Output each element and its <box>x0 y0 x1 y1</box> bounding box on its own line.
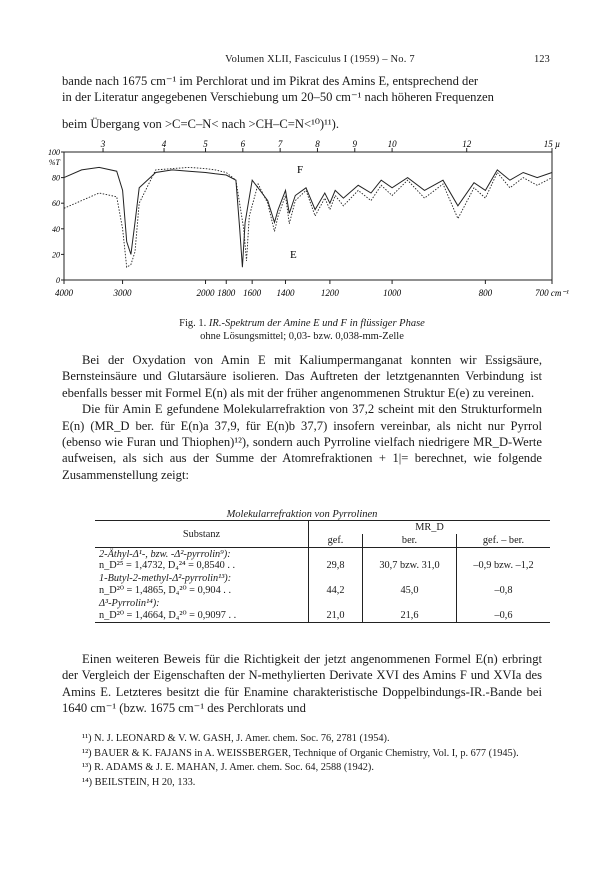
figure-caption <box>62 317 542 343</box>
header-substanz: Substanz <box>95 521 309 548</box>
footnote-12: ¹²) BAUER & K. FAJANS in A. WEISSBERGER, Technique of Organic Chemistry, Vol. I, p. 677 (1945). <box>82 747 519 759</box>
wavenumber-tick-label: 1000 <box>383 288 402 298</box>
substance-constants: n_D²⁰ = 1,4664, D₄²⁰ = 0,9097 . . <box>99 610 237 621</box>
figure-label: Fig. 1. <box>179 318 207 329</box>
wavelength-tick-label: 9 <box>352 139 358 149</box>
transmission-tick-label: 100 <box>48 148 60 157</box>
oxidation-paragraph: Bei der Oxydation von Amin E mit Kaliumpermanganat konnten wir Essigsäure, Bernsteinsäure und Glutarsäure isolieren. Das Auftreten der letztgenannten Verbindung ist ebenfalls besser mit Formel E(n) als mit der früher angenommenen Struktur E(e) zu vereinen. <box>62 353 542 400</box>
wavenumber-tick-label: 3000 <box>113 288 132 298</box>
cell-diff: –0,9 bzw. –1,2 <box>473 560 534 571</box>
wavenumber-tick-label: 1800 <box>217 288 236 298</box>
cell-ber: 45,0 <box>363 572 457 597</box>
wavelength-tick-label: 10 <box>387 139 397 149</box>
wavelength-tick-label: 15 µ <box>543 139 561 149</box>
cell-diff: –0,8 <box>494 585 513 596</box>
cell-gef: 29,8 <box>309 548 363 573</box>
intro-paragraph <box>62 73 542 106</box>
table-row <box>95 597 550 623</box>
row-substance <box>95 597 309 623</box>
header-mrd: MR_D <box>309 521 551 535</box>
refraction-paragraph: Die für Amin E gefundene Molekularrefraktion von 37,2 scheint mit den Strukturformeln E(n) (MR_D ber. für E(n)a 37,9, für E(n)b 37,7) insofern vereinbar, als nicht nur Pyrrol (ebenso wie Furan und Thiophen)¹²), sondern auch Pyrroline vielfach niedrigere MR_D-Werte aufweisen, als sich aus der Summe der Atomrefraktionen + 1|= berechnet, wie folgende Zusammenstellung zeigt: <box>62 402 542 482</box>
series-line-e <box>64 167 552 267</box>
cell-ber: 30,7 bzw. 31,0 <box>363 548 457 573</box>
body-section-2 <box>62 352 542 483</box>
caption-line-2: ohne Lösungsmittel; 0,03- bzw. 0,038-mm-Zelle <box>200 331 404 342</box>
cell-ber: 21,6 <box>363 597 457 623</box>
transmission-tick-label: 20 <box>52 250 60 260</box>
cell-diff: –0,6 <box>457 597 551 623</box>
wavelength-tick-label: 5 <box>203 139 208 149</box>
substance-name: 1-Butyl-2-methyl-Δ²-pyrrolin¹³): <box>99 573 232 584</box>
page-number: 123 <box>534 54 550 65</box>
wavenumber-tick-label: 4000 <box>55 288 73 298</box>
body-section-3 <box>62 651 542 717</box>
row-substance <box>95 572 309 597</box>
series-layer <box>64 167 552 267</box>
refraction-table <box>95 520 550 623</box>
cell-gef: 44,2 <box>309 572 363 597</box>
footnotes <box>62 732 542 790</box>
wavelength-tick-label: 3 <box>100 139 106 149</box>
transmission-tick-label: 0 <box>56 276 60 285</box>
footnote-13: ¹³) R. ADAMS & J. E. MAHAN, J. Amer. chem. Soc. 64, 2588 (1942). <box>82 762 374 774</box>
header-diff: gef. – ber. <box>457 534 551 548</box>
header-ber: ber. <box>363 534 457 548</box>
footnote-11: ¹¹) N. J. LEONARD & V. W. GASH, J. Amer. chem. Soc. 76, 2781 (1954). <box>82 733 390 744</box>
table-row <box>95 548 550 573</box>
intro-line-3: beim Übergang von >C=C–N< nach >CH–C=N<¹⁰)¹¹). <box>62 117 340 131</box>
running-header: Volumen XLII, Fasciculus I (1959) – No. 7 <box>225 54 415 65</box>
table-row <box>95 572 550 597</box>
substance-constants: n_D²⁰ = 1,4865, D₄²⁰ = 0,904 . . <box>99 585 232 596</box>
curve-label-e: E <box>290 249 297 261</box>
wavelength-tick-label: 7 <box>277 139 283 149</box>
substance-constants: n_D²⁵ = 1,4732, D₄²⁴ = 0,8540 . . <box>99 560 236 571</box>
transmission-tick-label: 80 <box>52 173 60 183</box>
table-caption: Molekularrefraktion von Pyrrolinen <box>226 509 378 520</box>
wavelength-tick-label: 8 <box>315 139 320 149</box>
wavelength-tick-label: 12 <box>462 139 472 149</box>
series-line-f <box>64 167 552 267</box>
comparison-paragraph: Einen weiteren Beweis für die Richtigkeit der jetzt angenommenen Formel E(n) erbringt der Vergleich der Eigenschaften der N-methylierten Derivate XVI des Amins F und XVIa des Amins E. Letzteres besitzt die für Enamine charakteristische Doppelbindungs-IR.-Bande bei 1640 cm⁻¹ (bzw. 1675 cm⁻¹ des Perchlorats und <box>62 652 542 716</box>
header-gef: gef. <box>309 534 363 548</box>
wavenumber-tick-label: 800 <box>478 288 493 298</box>
figure-title: IR.-Spektrum der Amine E und F in flüssiger Phase <box>208 318 425 329</box>
chart-frame <box>64 152 552 280</box>
wavenumber-axis <box>55 280 569 298</box>
substance-name: Δ³-Pyrrolin¹⁴): <box>99 598 160 609</box>
cell-gef: 21,0 <box>309 597 363 623</box>
wavenumber-tick-label: 1400 <box>276 288 295 298</box>
plot-border <box>64 152 552 280</box>
intro-line-1: bande nach 1675 cm⁻¹ im Perchlorat und im Pikrat des Amins E, entsprechend der <box>62 74 479 88</box>
intro-line-2: in der Literatur angegebenen Verschiebung um 20–50 cm⁻¹ nach höheren Frequenzen <box>62 90 494 105</box>
wavenumber-tick-label: 700 cm⁻¹ <box>535 288 569 298</box>
wavenumber-tick-label: 2000 <box>196 288 215 298</box>
substance-name: 2-Äthyl-Δ¹-, bzw. -Δ²-pyrrolin⁹): <box>99 549 231 560</box>
curve-label-f: F <box>297 164 304 176</box>
wavelength-tick-label: 4 <box>161 139 167 149</box>
table-header-row <box>95 521 550 535</box>
row-substance <box>95 548 309 573</box>
transmission-tick-label: 60 <box>52 199 60 209</box>
wavenumber-tick-label: 1200 <box>320 288 339 298</box>
caption-line-1 <box>62 317 542 330</box>
wavelength-axis <box>100 139 560 152</box>
transmission-tick-label: 40 <box>52 224 60 234</box>
ir-spectrum-chart <box>42 139 569 315</box>
transmission-tick-label: %T <box>48 158 60 168</box>
footnote-14: ¹⁴) BEILSTEIN, H 20, 133. <box>82 776 196 788</box>
transmission-axis <box>48 148 64 285</box>
wavelength-tick-label: 6 <box>240 139 246 149</box>
wavenumber-tick-label: 1600 <box>243 288 262 298</box>
